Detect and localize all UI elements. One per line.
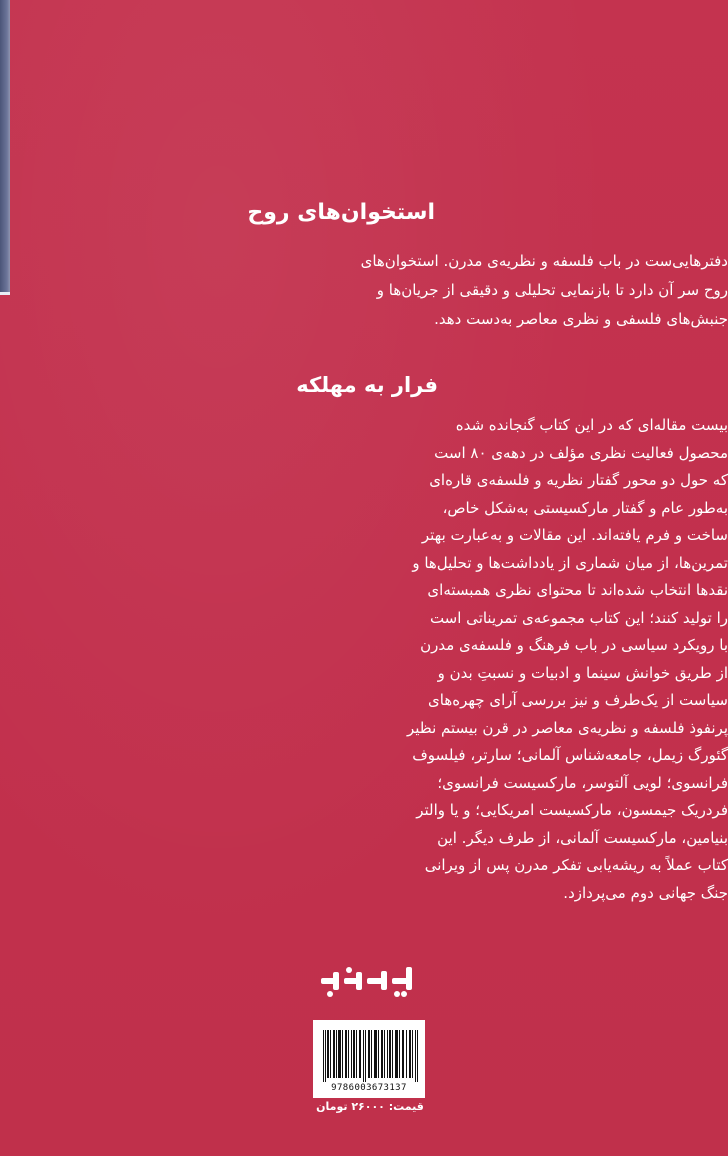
series-description: دفترهایی‌ست در باب فلسفه و نظریه‌ی مدرن. استخوان‌های روح سر آن دارد تا بازنمایی تحلیلی و دقیقی از جریان‌ها و جنبش‌های فلسفی و نظری معاصر به‌دست دهد. xyxy=(360,252,728,328)
price-label: قیمت: ۲۶۰۰۰ تومان xyxy=(316,1100,424,1113)
publisher-logo xyxy=(318,966,426,1000)
spine-color-strip xyxy=(0,0,10,295)
isbn-barcode xyxy=(313,1020,425,1098)
nimazh-logo-icon xyxy=(318,966,426,1000)
book-title: فرار به مهلکه xyxy=(296,373,438,397)
isbn-number: 9786003673137 xyxy=(331,1083,407,1093)
book-description: بیست مقاله‌ای که در این کتاب گنجانده شده محصول فعالیت نظری مؤلف در دهه‌ی ۸۰ است که حول دو محور گفتار نظریه و فلسفه‌ی قاره‌ای به‌طور عام و گفتار مارکسیستی به‌شکل خاص، ساخت و فرم یافته‌اند. این مقالات و به‌عبارت بهتر تمرین‌ها، از میان شماری از یادداشت‌ها و تحلیل‌ها و نقدها انتخاب شده‌اند تا محتوای نظری همبسته‌ای را تولید کنند؛ این کتاب مجموعه‌ی تمریناتی است با رویکرد سیاسی در باب فرهنگ و فلسفه‌ی مدرن از طریق خوانش سینما و ادبیات و نسبتِ بدن و سیاست از یک‌طرف و نیز بررسی آرای چهره‌های پرنفوذ فلسفه و نظریه‌ی معاصر در قرن بیستم نظیر گئورگ زیمل، جامعه‌شناس آلمانی؛ سارتر، فیلسوف فرانسوی؛ لویی آلتوسر، مارکسیست فرانسوی؛ فردریک جیمسون، مارکسیست امریکایی؛ و یا والتر بنیامین، مارکسیست آلمانی، از طرف دیگر. این کتاب عملاً به ریشه‌یابی تفکر مدرن پس از ویرانی جنگ جهانی دوم می‌پردازد. xyxy=(406,416,728,902)
barcode-icon xyxy=(323,1030,419,1082)
series-title: استخوان‌های روح xyxy=(247,200,435,225)
